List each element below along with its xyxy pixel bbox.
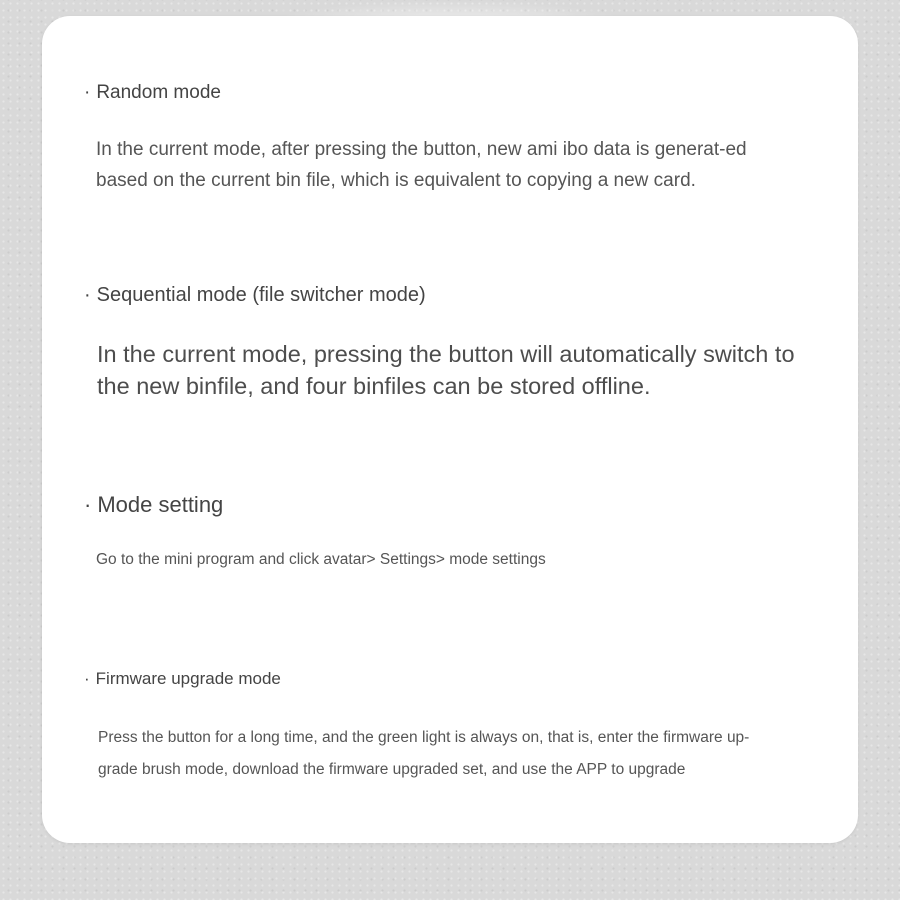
section-title-mode-setting bbox=[84, 492, 223, 518]
bullet: · bbox=[84, 492, 92, 517]
section-title-label: Random mode bbox=[96, 82, 221, 103]
bullet: · bbox=[84, 82, 91, 103]
section-title-label: Firmware upgrade mode bbox=[95, 669, 281, 688]
section-body-sequential-mode: In the current mode, pressing the button will automatically switch to the new binfile, and four binfiles can be stored offline. bbox=[97, 341, 795, 399]
section-title-label: Mode setting bbox=[97, 492, 224, 517]
section-title-random-mode bbox=[84, 82, 221, 104]
section-body-firmware-upgrade-mode: Press the button for a long time, and the green light is always on, that is, enter the firmware up-grade brush mode, download the firmware upgraded set, and use the APP to upgrade bbox=[98, 729, 750, 778]
bullet: · bbox=[84, 669, 90, 688]
section-title-label: Sequential mode (file switcher mode) bbox=[96, 284, 426, 306]
section-title-firmware-upgrade-mode bbox=[84, 669, 281, 689]
section-body-mode-setting: Go to the mini program and click avatar> Settings> mode settings bbox=[96, 551, 546, 568]
bullet: · bbox=[84, 284, 91, 306]
section-body-random-mode: In the current mode, after pressing the button, new ami ibo data is generat-ed based on the current bin file, which is equivalent to copying a new card. bbox=[96, 139, 747, 191]
section-title-sequential-mode bbox=[84, 284, 426, 307]
